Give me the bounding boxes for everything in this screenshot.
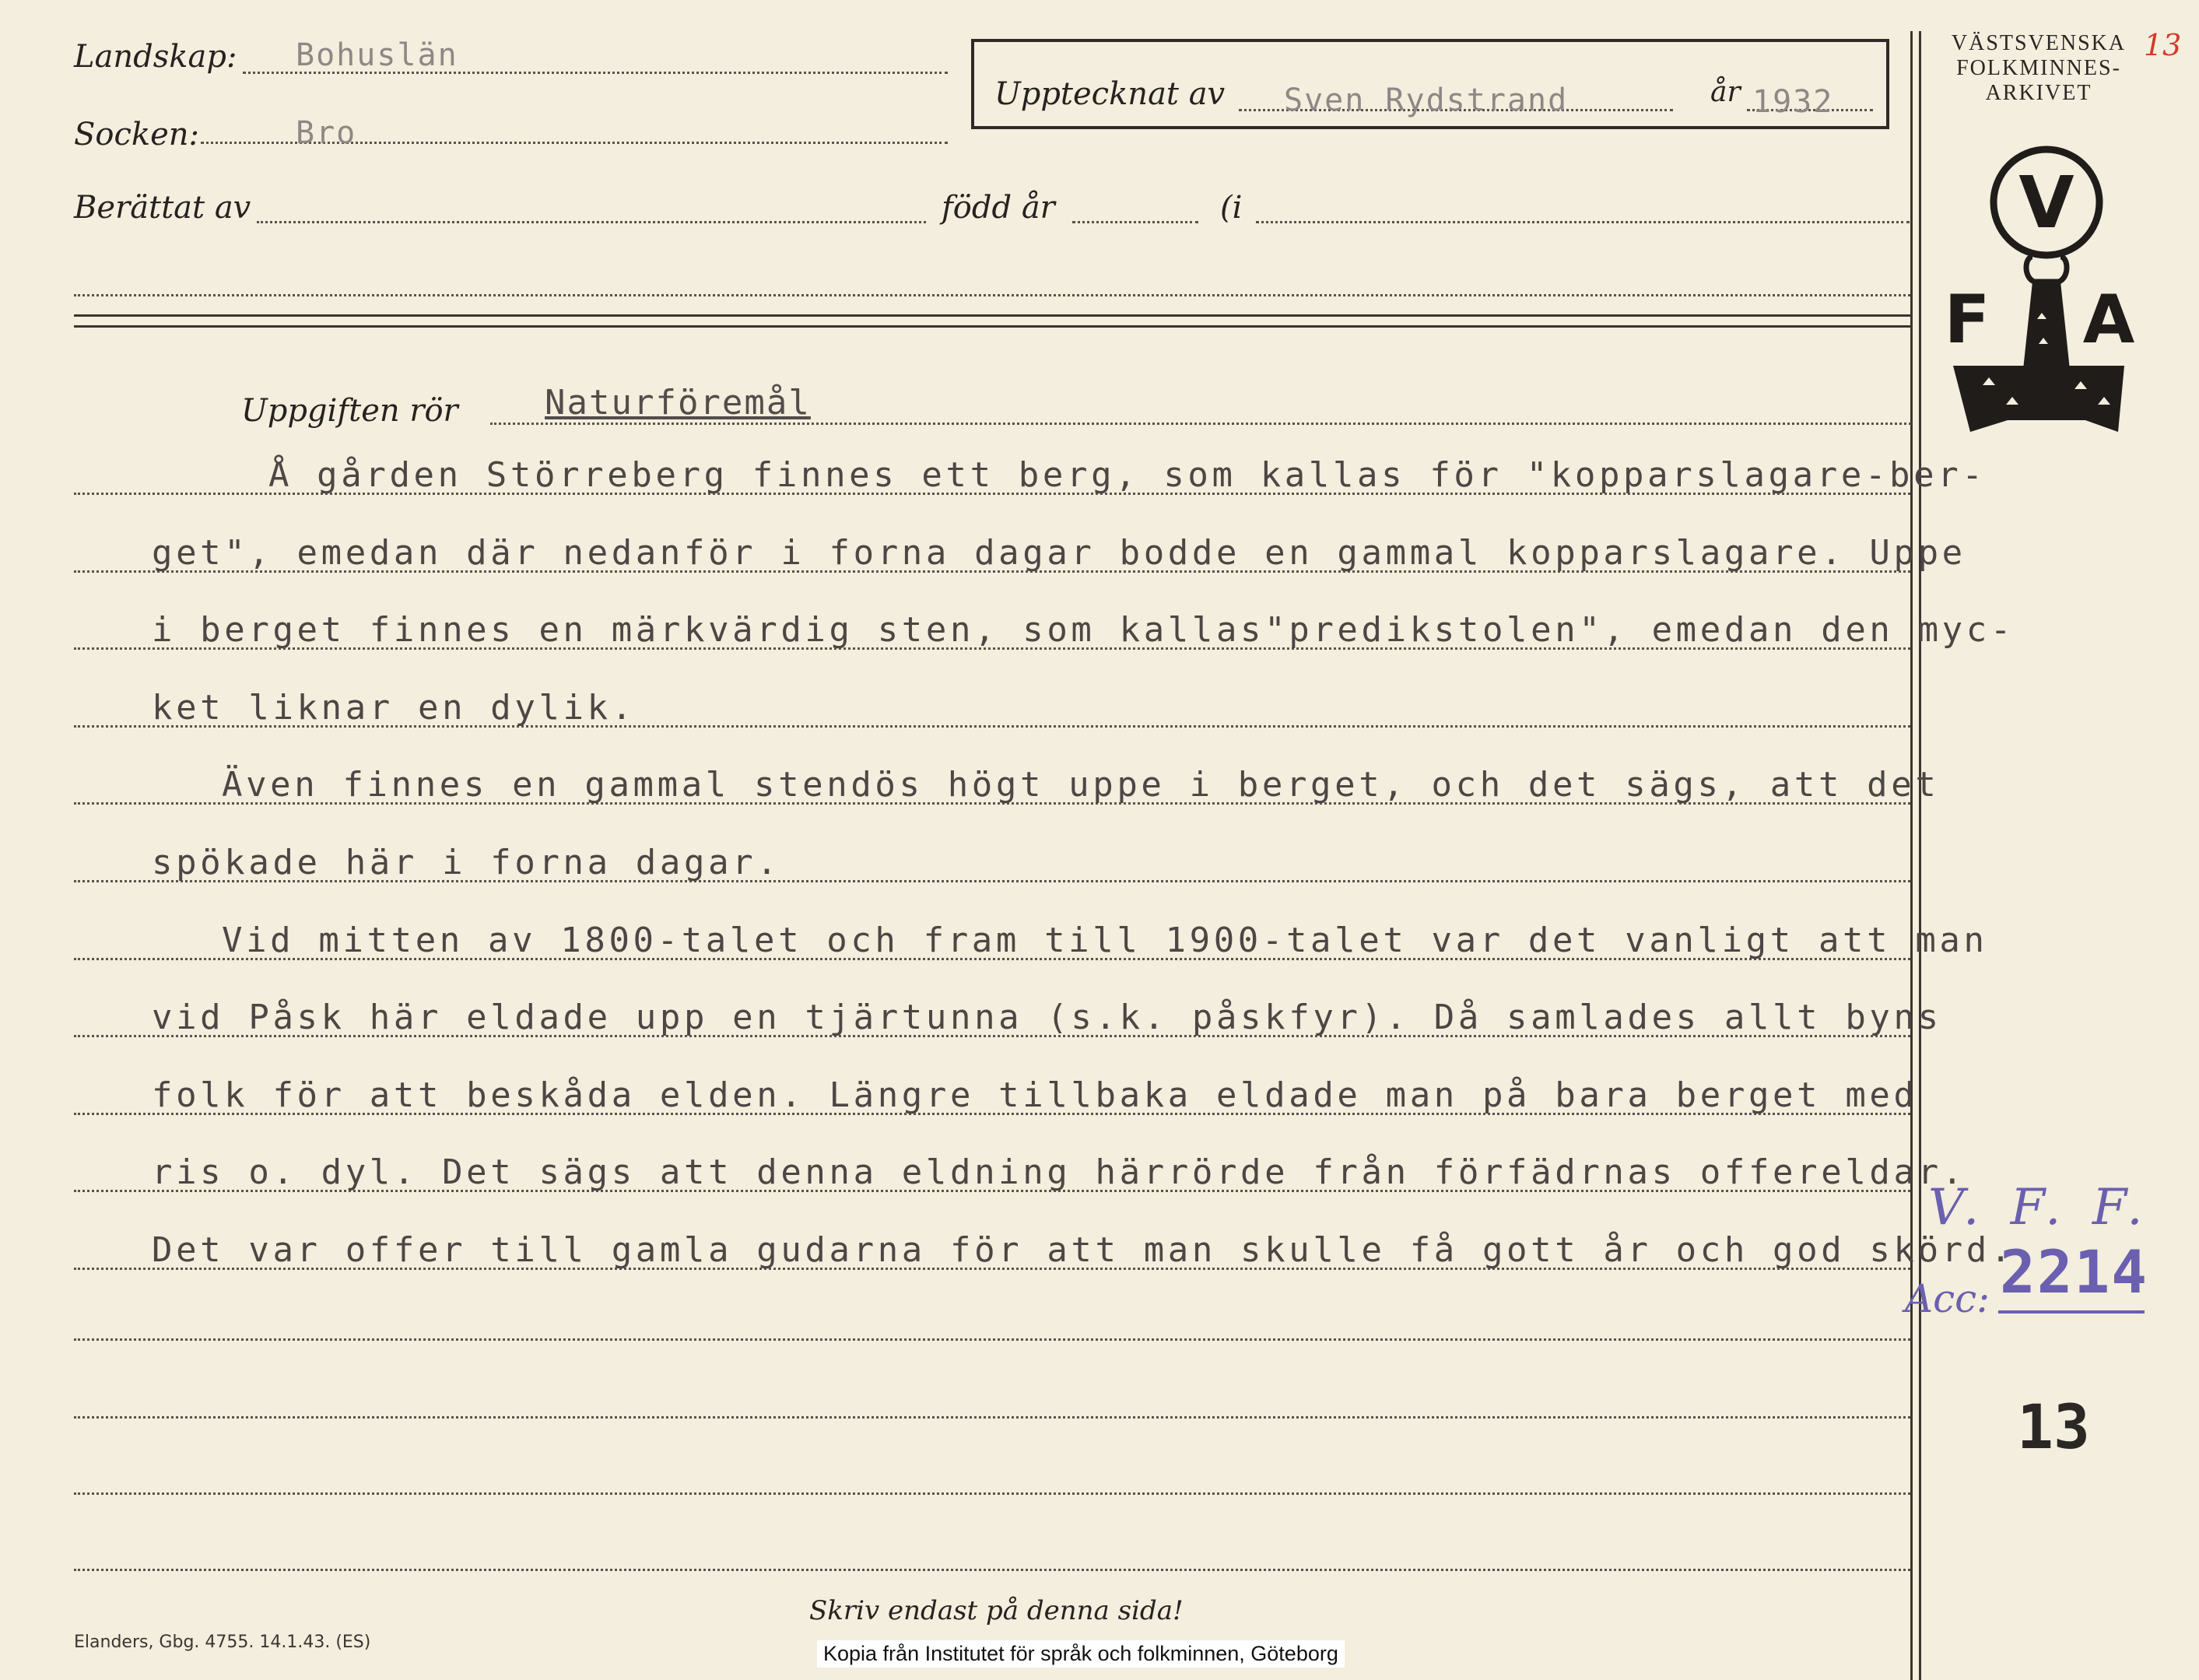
empty-line-2	[74, 1416, 1910, 1419]
printer-mark: Elanders, Gbg. 4755. 14.1.43. (ES)	[74, 1633, 371, 1652]
stamp-vff: V. F. F.	[1928, 1179, 2151, 1236]
vfa-logo-icon	[1938, 140, 2140, 444]
body-line: folk för att beskåda elden. Längre tillbaka eldade man på bara berget med	[152, 1075, 1918, 1115]
extra-line	[74, 294, 1910, 296]
uppgiften-line	[490, 423, 1911, 425]
logo-right-letter: A	[2082, 281, 2135, 359]
upptecknat-value: Sven Rydstrand	[1284, 82, 1569, 118]
uppgiften-label: Uppgiften rör	[241, 393, 458, 429]
body-line: Även finnes en gammal stendös högt uppe i berget, och det sägs, att det	[222, 765, 1940, 805]
berattat-line	[257, 221, 926, 223]
fodd-line	[1072, 221, 1198, 223]
archive-name-line1: VÄSTSVENSKA	[1951, 31, 2127, 55]
logo-top-letter: V	[2018, 161, 2074, 244]
landskap-label: Landskap:	[74, 39, 237, 75]
header-rule-top	[74, 314, 1912, 317]
write-note: Skriv endast på denna sida!	[809, 1595, 1184, 1626]
i-label: (i	[1220, 190, 1243, 226]
archive-name-line3: ARKIVET	[1985, 81, 2092, 105]
logo-left-letter: F	[1944, 281, 1990, 359]
header-rule-bottom	[74, 325, 1912, 328]
ar-label: år	[1710, 76, 1741, 108]
stamp-acc-label: Acc:	[1905, 1276, 1990, 1321]
empty-line-3	[74, 1492, 1910, 1495]
body-line: Å gården Störreberg finnes ett berg, som kallas för "kopparslagare-ber-	[268, 455, 1987, 495]
i-line	[1256, 221, 1910, 223]
archive-name-line2: FOLKMINNES-	[1956, 56, 2121, 80]
margin-line-left	[1910, 31, 1913, 1680]
body-line: i berget finnes en märkvärdig sten, som kallas"predikstolen", emedan den myc-	[152, 610, 2015, 650]
fodd-label: född år	[942, 190, 1055, 226]
ar-value: 1932	[1752, 84, 1834, 120]
empty-line-1	[74, 1338, 1910, 1341]
stamp-acc-number: 2214	[2000, 1237, 2149, 1306]
page-number: 13	[2017, 1393, 2090, 1463]
copy-note: Kopia från Institutet för språk och folkminnen, Göteborg	[817, 1640, 1345, 1668]
socken-value: Bro	[296, 115, 357, 151]
body-line: Vid mitten av 1800-talet och fram till 1900-talet var det vanligt att man	[222, 921, 1988, 960]
landskap-value: Bohuslän	[296, 37, 458, 73]
upptecknat-label: Upptecknat av	[994, 76, 1226, 112]
empty-line-4	[74, 1569, 1910, 1571]
uppgiften-value: Naturföremål	[545, 383, 811, 423]
body-line: get", emedan där nedanför i forna dagar bodde en gammal kopparslagare. Uppe	[152, 533, 1966, 573]
socken-label: Socken:	[74, 117, 200, 153]
body-line: vid Påsk här eldade upp en tjärtunna (s.k. påskfyr). Då samlades allt byns	[152, 998, 1942, 1037]
archive-corner-number: 13	[2144, 28, 2182, 62]
body-line: spökade här i forna dagar.	[152, 843, 781, 882]
archive-name	[1938, 31, 2140, 106]
body-line: Det var offer till gamla gudarna för att man skulle få gott år och god skörd.	[152, 1230, 2015, 1270]
body-line: ket liknar en dylik.	[152, 688, 636, 728]
berattat-label: Berättat av	[74, 190, 251, 226]
stamp-underline	[1998, 1310, 2145, 1313]
body-line: ris o. dyl. Det sägs att denna eldning härrörde från förfädrnas offereldar.	[152, 1152, 1966, 1192]
margin-line-right	[1919, 31, 1921, 1680]
